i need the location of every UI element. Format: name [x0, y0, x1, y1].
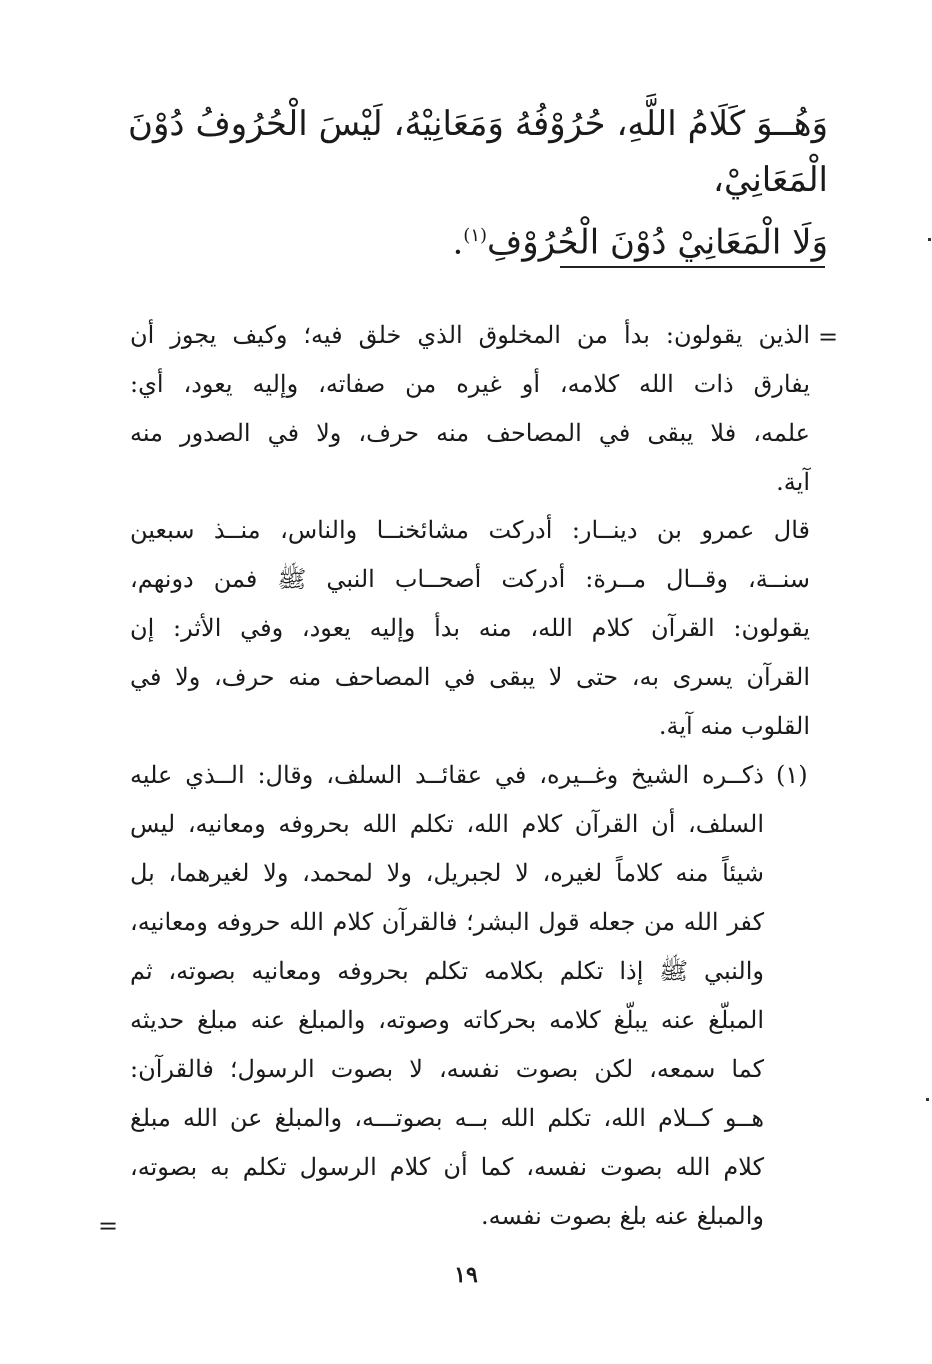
note-line: قال عمرو بن دينــار: أدركت مشائخنــا والناس، منــذ سبعين [130, 516, 810, 544]
note-line: شيئاً منه كلاماً لغيره، لا لجبريل، ولا لمحمد، ولا لغيرهما، بل [130, 859, 764, 887]
note-line: والنبي ﷺ إذا تكلم بكلامه تكلم بحروفه ومعانيه بصوته، ثم [130, 957, 764, 985]
note-line: يقولون: القرآن كلام الله، منه بدأ وإليه يعود، وفي الأثر: إن [130, 614, 810, 642]
note-line: يفارق ذات الله كلامه، أو غيره من صفاته، وإليه يعود، أي: [130, 370, 810, 398]
quote-paragraph [130, 506, 810, 751]
main-line-1: وَهُــوَ كَلَامُ اللَّهِ، حُرُوْفُهُ وَمَعَانِيْهُ، لَيْسَ الْحُرُوفُ دُوْنَ الْمَعَانِيْ، [128, 104, 828, 200]
page-number: ١٩ [454, 1262, 478, 1288]
scan-mark [928, 238, 931, 241]
continues-marker: = [98, 1212, 119, 1240]
continued-footnote [130, 311, 810, 507]
main-line-2 [128, 208, 828, 270]
footnote-1 [130, 751, 764, 1241]
main-text [128, 96, 828, 270]
main-line-2-text: وَلَا الْمَعَانِيْ دُوْنَ الْحُرُوْفِ [487, 222, 828, 263]
footnote-1-marker: (١) [776, 761, 808, 789]
note-line: ذكــره الشيخ وغــيره، في عقائــد السلف، وقال: الــذي عليه [130, 761, 764, 789]
scan-mark [926, 1098, 929, 1101]
note-line: كما سمعه، لكن بصوت نفسه، لا بصوت الرسول؛ فالقرآن: [130, 1055, 764, 1083]
note-line: القلوب منه آية. [658, 712, 810, 740]
note-line: آية. [776, 468, 810, 496]
footnote-ref: (١) [463, 225, 488, 246]
note-line: القرآن يسرى به، حتى لا يبقى في المصاحف منه حرف، ولا في [130, 663, 810, 691]
note-line: كفر الله من جعله قول البشر؛ فالقرآن كلام الله حروفه ومعانيه، [130, 908, 764, 936]
footnote-separator [560, 266, 825, 268]
note-line: علمه، فلا يبقى في المصاحف منه حرف، ولا في الصدور منه [130, 419, 810, 447]
note-line: كلام الله بصوت نفسه، كما أن كلام الرسول تكلم به بصوته، [130, 1153, 764, 1181]
continuation-marker: = [818, 323, 839, 351]
note-line: سنــة، وقــال مــرة: أدركت أصحــاب النبي ﷺ فمن دونهم، [130, 565, 810, 593]
main-end-mark: . [452, 222, 464, 263]
note-line: السلف، أن القرآن كلام الله، تكلم الله بحروفه ومعانيه، ليس [130, 810, 764, 838]
note-line: الذين يقولون: بدأ من المخلوق الذي خلق فيه؛ وكيف يجوز أن [130, 321, 810, 349]
note-line: هــو كــلام الله، تكلم الله بــه بصوتـــه، والمبلغ عن الله مبلغ [130, 1104, 764, 1132]
note-line: والمبلغ عنه بلغ بصوت نفسه. [481, 1202, 764, 1230]
note-line: المبلّغ عنه يبلّغ كلامه بحركاته وصوته، والمبلغ عنه مبلغ حديثه [130, 1006, 765, 1034]
